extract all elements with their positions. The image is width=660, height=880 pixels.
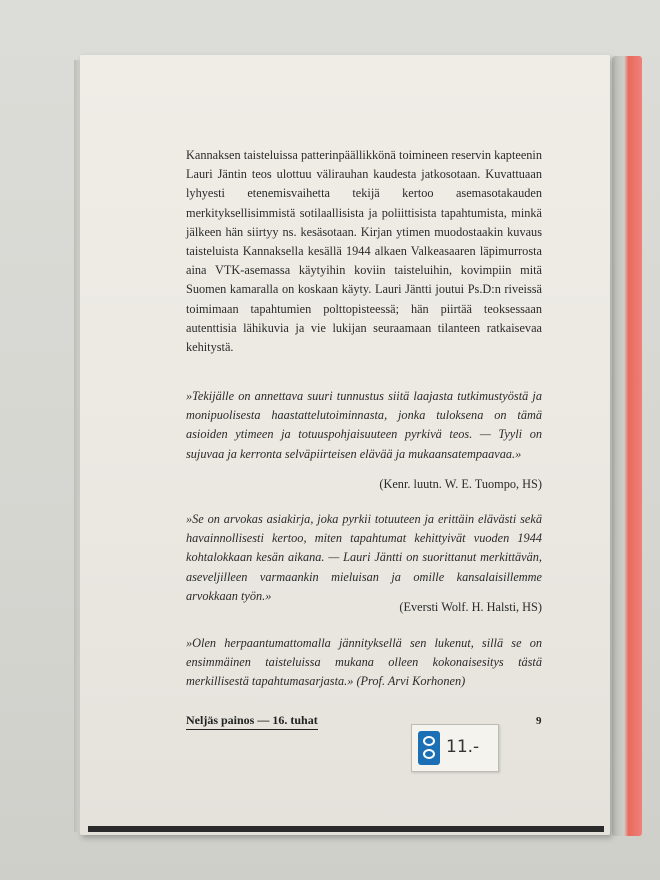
review-attribution-1: (Kenr. luutn. W. E. Tuompo, HS)	[379, 477, 542, 491]
book-spine-edge	[612, 56, 642, 836]
book-bottom-edge	[88, 826, 604, 832]
page-number: 9	[536, 715, 542, 727]
review-quote-1: »Tekijälle on annettava suuri tunnustus siitä laajasta tutkimustyöstä ja monipuolisesta haastattelutoiminnasta, jonka tuloksena on tämä asioiden ytimeen ja totuuspohjaisuuteen pyrkivä teos. — Tyyli on sujuvaa ja kerronta selväpiirteisen elävää ja mukaansatempaavaa.»	[186, 389, 542, 461]
review-quote-2: »Se on arvokas asiakirja, joka pyrkii totuuteen ja erittäin elävästi sekä havainnollisesti kertoo, miten tapahtumat kehittyivät vuoden 1944 kohtalokkaan kesän aikana. — Lauri Jäntti on suorittanut merkittävän, aseveljilleen varmaankin mieluisan ja omille kansalaisillemme arvokkaan työn.»	[186, 512, 542, 603]
description-paragraph: Kannaksen taisteluissa patterinpäällikkönä toimineen reservin kapteenin Lauri Jäntin teos ulottuu välirauhan kaudesta jatkosotaan. Kuvattuaan lyhyesti etenemisvaihetta tekijä kertoo asemasotakauden merkityksellisimmistä sotilaallisista ja poliittisista tapahtumista, minkä jälkeen hän siirtyy ns. kesäsotaan. Kirjan ytimen muodostaakin kuvaus taisteluista Kannaksella kesällä 1944 alkaen Valkeasaaren läpimurrosta aina VTK-asemassa käytyihin koviin taisteluihin, kovimpiin mitä Suomen kamaralla on koskaan käyty. Lauri Jäntti joutui Ps.D:n riveissä toimimaan tapahtumien polttopisteessä; hän piirtää teoksessaan autenttisia lähikuvia ja vie lukijan seuraamaan tilanteen ratkaisevaa kehitystä.	[186, 148, 542, 355]
review-attribution-2: (Eversti Wolf. H. Halsti, HS)	[399, 600, 542, 614]
review-quote-3: »Olen herpaantumattomalla jännityksellä sen lukenut, sillä se on ensimmäinen taisteluissa mukana olleen kokonaisesitys tästä merkillisestä tapahtumasarjasta.» (Prof. Arvi Korhonen)	[186, 636, 542, 689]
price-sticker	[411, 724, 499, 772]
sticker-logo-icon	[418, 731, 440, 765]
edition-label: Neljäs painos — 16. tuhat	[186, 713, 318, 730]
price-text: 11.-	[446, 737, 480, 757]
